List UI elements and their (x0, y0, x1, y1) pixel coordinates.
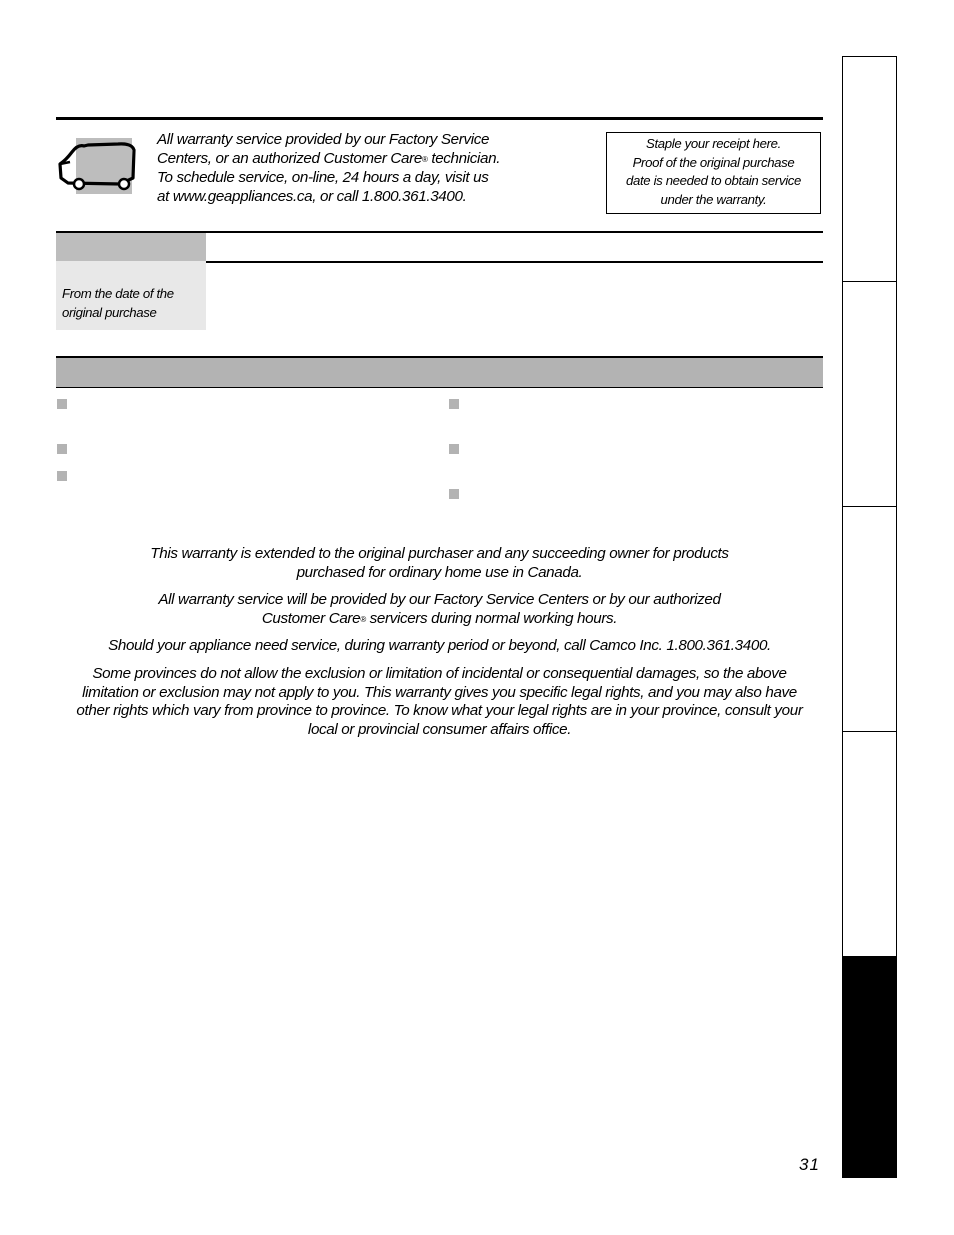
note-line: All warranty service will be provided by our Factory Service Centers or by our authorized (158, 591, 721, 609)
warranty-notes (56, 545, 823, 748)
warranty-period-cell (56, 261, 206, 330)
intro-line: To schedule service, on-line, 24 hours a day, visit us (157, 169, 489, 186)
receipt-box (606, 132, 821, 214)
intro-line (157, 149, 597, 168)
side-tab-safety[interactable] (842, 56, 897, 282)
service-truck-icon (58, 138, 138, 194)
warranty-period-header (56, 233, 206, 261)
note-line: limitation or exclusion may not apply to you. This warranty gives you specific legal rights, and you may also have (82, 683, 797, 701)
section-rule (56, 387, 823, 388)
note-paragraph (56, 591, 823, 628)
intro-line-part: Centers, or an authorized Customer Care (157, 150, 422, 167)
note-paragraph (56, 545, 823, 582)
page-number: 31 (799, 1155, 820, 1174)
side-tab-installation[interactable] (842, 506, 897, 732)
note-line: other rights which vary from province to province. To know what your legal rights are in your province, consult your (76, 702, 803, 720)
note-line: This warranty is extended to the original purchaser and any succeeding owner for products (150, 545, 729, 562)
bullet-marker (449, 444, 459, 454)
note-line: Should your appliance need service, during warranty period or beyond, call Camco Inc. 1.800.361.3400. (108, 637, 771, 655)
warranty-period-text (62, 285, 174, 322)
note-line-part: servicers during normal working hours. (365, 609, 618, 627)
side-tab-consumer-support-active[interactable] (842, 956, 897, 1178)
bullet-marker (57, 471, 67, 481)
service-intro (157, 130, 597, 206)
period-line: original purchase (62, 304, 157, 320)
bullet-marker (449, 399, 459, 409)
registered-mark: ® (360, 614, 366, 624)
service-truck-icon-box (76, 138, 132, 194)
note-paragraph (56, 665, 823, 739)
bullet-marker (57, 399, 67, 409)
note-paragraph (56, 637, 823, 656)
intro-line: All warranty service provided by our Factory Service (157, 131, 490, 148)
section-rule (206, 261, 823, 263)
receipt-line: Staple your receipt here. (646, 136, 781, 151)
note-line: purchased for ordinary home use in Canada. (296, 563, 583, 581)
side-tab-operating[interactable] (842, 281, 897, 507)
bullet-marker (449, 489, 459, 499)
note-line: local or provincial consumer affairs office. (307, 720, 572, 738)
receipt-line: under the warranty. (660, 191, 767, 207)
note-line: Some provinces do not allow the exclusion or limitation of incidental or consequential damages, so the above (92, 664, 787, 682)
note-line-part: Customer Care (261, 609, 361, 627)
side-tab-troubleshooting[interactable] (842, 731, 897, 957)
receipt-line: Proof of the original purchase (632, 154, 795, 170)
intro-line: at www.geappliances.ca, or call 1.800.361.3400. (157, 188, 467, 205)
intro-line-part: technician. (427, 150, 501, 167)
bullet-marker (57, 444, 67, 454)
receipt-line: date is needed to obtain service (625, 173, 802, 189)
period-line: From the date of the (62, 286, 174, 301)
registered-mark: ® (421, 155, 428, 164)
top-rule (56, 117, 823, 120)
exclusions-header-bar (56, 358, 823, 387)
